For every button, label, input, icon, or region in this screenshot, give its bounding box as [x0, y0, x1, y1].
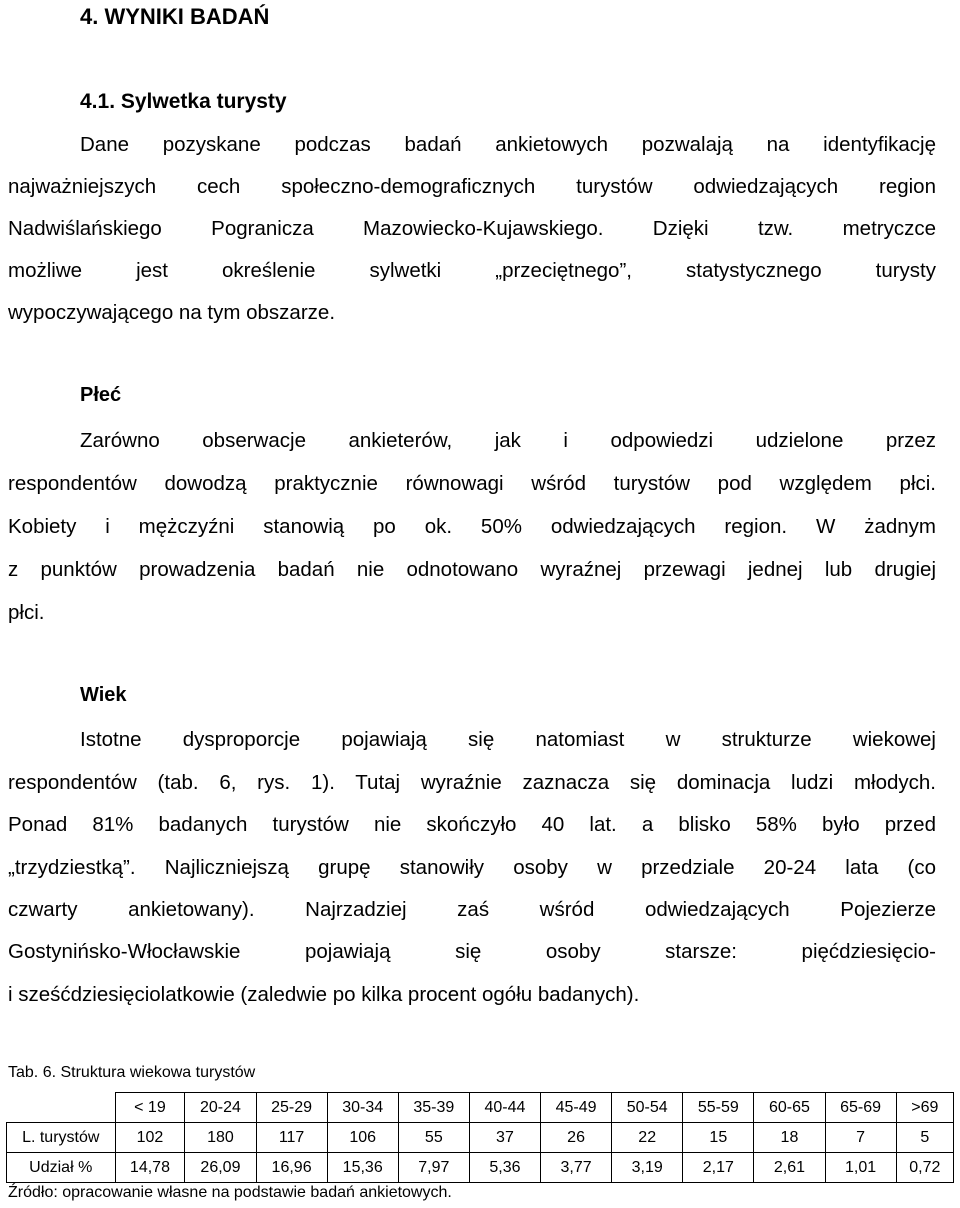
table-cell: 22 [612, 1123, 683, 1153]
table-header-cell: < 19 [115, 1093, 185, 1123]
age-structure-table [6, 1092, 954, 1183]
table-row-label: Udział % [7, 1153, 116, 1183]
table-cell: 2,61 [754, 1153, 825, 1183]
table-row-label: L. turystów [7, 1123, 116, 1153]
table-cell: 180 [185, 1123, 256, 1153]
table-header-cell: 30-34 [327, 1093, 398, 1123]
table-header-cell: >69 [896, 1093, 953, 1123]
table-cell: 117 [256, 1123, 327, 1153]
table-cell: 7 [825, 1123, 896, 1153]
table-cell: 1,01 [825, 1153, 896, 1183]
gender-line-1: Zarówno obserwacje ankieterów, jak i odpowiedzi udzielone przez [80, 429, 936, 452]
gender-line-4: z punktów prowadzenia badań nie odnotowano wyraźnej przewagi jednej lub drugiej [8, 558, 936, 581]
intro-line-5: wypoczywającego na tym obszarze. [8, 301, 336, 324]
age-line-1: Istotne dysproporcje pojawiają się natomiast w strukturze wiekowej [80, 728, 936, 751]
table-header-cell: 40-44 [469, 1093, 540, 1123]
table-header-row [7, 1093, 954, 1123]
gender-line-5: płci. [8, 601, 45, 624]
table-cell: 106 [327, 1123, 398, 1153]
age-line-7: i sześćdziesięciolatkowie (zaledwie po kilka procent ogółu badanych). [8, 983, 640, 1006]
intro-line-2: najważniejszych cech społeczno-demograficznych turystów odwiedzających region [8, 175, 936, 198]
section-title: 4. WYNIKI BADAŃ [80, 4, 270, 29]
gender-line-2: respondentów dowodzą praktycznie równowagi wśród turystów pod względem płci. [8, 472, 936, 495]
table-cell: 16,96 [256, 1153, 327, 1183]
gender-heading: Płeć [80, 384, 122, 406]
age-line-5: czwarty ankietowany). Najrzadziej zaś wśród odwiedzających Pojezierze [8, 898, 936, 921]
table-cell: 15 [683, 1123, 754, 1153]
table-cell: 3,19 [612, 1153, 683, 1183]
table-source-note: Źródło: opracowanie własne na podstawie badań ankietowych. [8, 1184, 452, 1201]
table-header-cell: 55-59 [683, 1093, 754, 1123]
table-cell: 15,36 [327, 1153, 398, 1183]
table-cell: 3,77 [541, 1153, 612, 1183]
table-caption: Tab. 6. Struktura wiekowa turystów [8, 1064, 256, 1081]
age-line-4: „trzydziestką”. Najliczniejszą grupę stanowiły osoby w przedziale 20-24 lata (co [8, 856, 936, 879]
table-cell: 37 [469, 1123, 540, 1153]
gender-line-3: Kobiety i mężczyźni stanowią po ok. 50% odwiedzających region. W żadnym [8, 515, 936, 538]
table-header-cell: 60-65 [754, 1093, 825, 1123]
table-cell: 102 [115, 1123, 185, 1153]
table-cell: 7,97 [398, 1153, 469, 1183]
age-heading: Wiek [80, 684, 127, 706]
table-header-cell: 45-49 [541, 1093, 612, 1123]
table-cell: 26 [541, 1123, 612, 1153]
table-header-cell: 20-24 [185, 1093, 256, 1123]
table-header-cell: 50-54 [612, 1093, 683, 1123]
table-cell: 5 [896, 1123, 953, 1153]
table-cell: 26,09 [185, 1153, 256, 1183]
age-line-3: Ponad 81% badanych turystów nie skończyło 40 lat. a blisko 58% było przed [8, 813, 936, 836]
table-corner-cell [7, 1093, 116, 1123]
table-header-cell: 65-69 [825, 1093, 896, 1123]
table-cell: 0,72 [896, 1153, 953, 1183]
table-cell: 2,17 [683, 1153, 754, 1183]
table-header-cell: 25-29 [256, 1093, 327, 1123]
table-row [7, 1123, 954, 1153]
table-header-cell: 35-39 [398, 1093, 469, 1123]
intro-line-1: Dane pozyskane podczas badań ankietowych pozwalają na identyfikację [80, 133, 936, 156]
table-cell: 18 [754, 1123, 825, 1153]
age-line-2: respondentów (tab. 6, rys. 1). Tutaj wyraźnie zaznacza się dominacja ludzi młodych. [8, 771, 936, 794]
table-cell: 55 [398, 1123, 469, 1153]
table-cell: 14,78 [115, 1153, 185, 1183]
subsection-title: 4.1. Sylwetka turysty [80, 90, 287, 113]
age-line-6: Gostynińsko-Włocławskie pojawiają się osoby starsze: pięćdziesięcio- [8, 940, 936, 963]
table-cell: 5,36 [469, 1153, 540, 1183]
intro-line-4: możliwe jest określenie sylwetki „przeciętnego”, statystycznego turysty [8, 259, 936, 282]
intro-line-3: Nadwiślańskiego Pogranicza Mazowiecko-Kujawskiego. Dzięki tzw. metryczce [8, 217, 936, 240]
table-row [7, 1153, 954, 1183]
